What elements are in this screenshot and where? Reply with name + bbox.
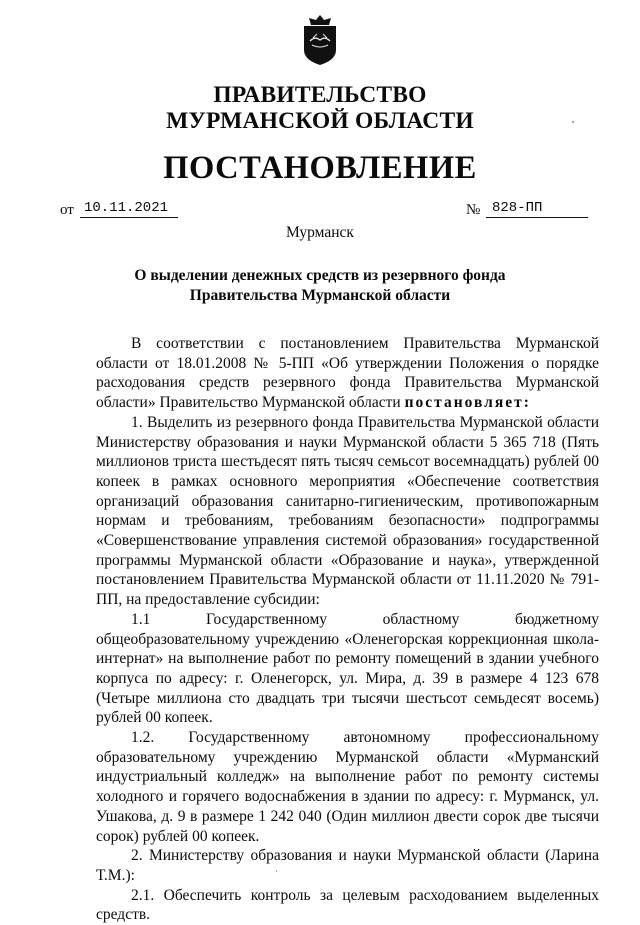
- paragraph-1: 1. Выделить из резервного фонда Правительства Мурманской области Министерству образования и науки Мурманской области 5 365 718 (Пять миллионов триста шестьдесят пять тысяч семьсот восемнадцать) рублей 00 копеек в рамках основного мероприятия «Обеспечение соответствия организаций образования санитарно-гигиеническим, противопожарным нормам и требованиям, требованиям безопасности» подпрограммы «Совершенствование управления системой образования» государственной программы Мурманской области «Образование и наука», утвержденной постановлением Правительства Мурманской области от 11.11.2020 № 791-ПП, на предоставление субсидии:: [96, 413, 599, 609]
- subject-line1: О выделении денежных средств из резервного фонда: [134, 267, 506, 284]
- organization-name-line2: МУРМАНСКОЙ ОБЛАСТИ: [166, 108, 474, 134]
- paragraph-2-1: 2.1. Обеспечить контроль за целевым расходованием выделенных средств.: [96, 886, 599, 924]
- organization-name-line1: ПРАВИТЕЛЬСТВО: [213, 82, 427, 108]
- paragraph-1-1: 1.1 Государственному областному бюджетному общеобразовательному учреждению «Оленегорская коррекционная школа-интернат» на выполнение работ по ремонту помещений в здании учебного корпуса по адресу: г. Оленегорск, ул. Мира, д. 39 в размере 4 123 678 (Четыре миллиона сто двадцать три тысячи шестьсот семьдесят восемь) рублей 00 копеек.: [96, 610, 599, 727]
- date-value: 10.11.2021: [80, 199, 178, 218]
- subject-line2: Правительства Мурманской области: [189, 287, 451, 304]
- number-value: 828-ПП: [486, 199, 588, 218]
- resolves-keyword: постановляет:: [404, 394, 531, 412]
- paragraph-2: 2. Министерству образования и науки Мурманской области (Ларина Т.М.):: [96, 847, 599, 884]
- margin-mark: ': [572, 119, 574, 131]
- murmansk-coat-of-arms-icon: [301, 14, 339, 66]
- preamble-paragraph: [96, 334, 599, 413]
- number-label: №: [466, 202, 481, 218]
- city-name: Мурманск: [286, 224, 354, 241]
- scan-dot: ·: [275, 866, 278, 876]
- date-label: от: [60, 202, 74, 218]
- preamble-text: В соответствии с постановлением Правительства Мурманской области от 18.01.2008 № 5-ПП «Об утверждении Положения о порядке расходования средств резервного фонда Правительства Мурманской области» Правительство Мурманской области: [96, 335, 599, 412]
- paragraph-1-2: 1.2. Государственному автономному профессиональному образовательному учреждению Мурманской области «Мурманский индустриальный колледж» на выполнение работ по ремонту системы холодного и горячего водоснабжения в здании по адресу: г. Мурманск, ул. Ушакова, д. 9 в размере 1 242 040 (Один миллион двести сорок две тысячи сорок) рублей 00 копеек.: [96, 729, 599, 845]
- document-body: [96, 334, 599, 925]
- document-type: ПОСТАНОВЛЕНИЕ: [163, 150, 477, 186]
